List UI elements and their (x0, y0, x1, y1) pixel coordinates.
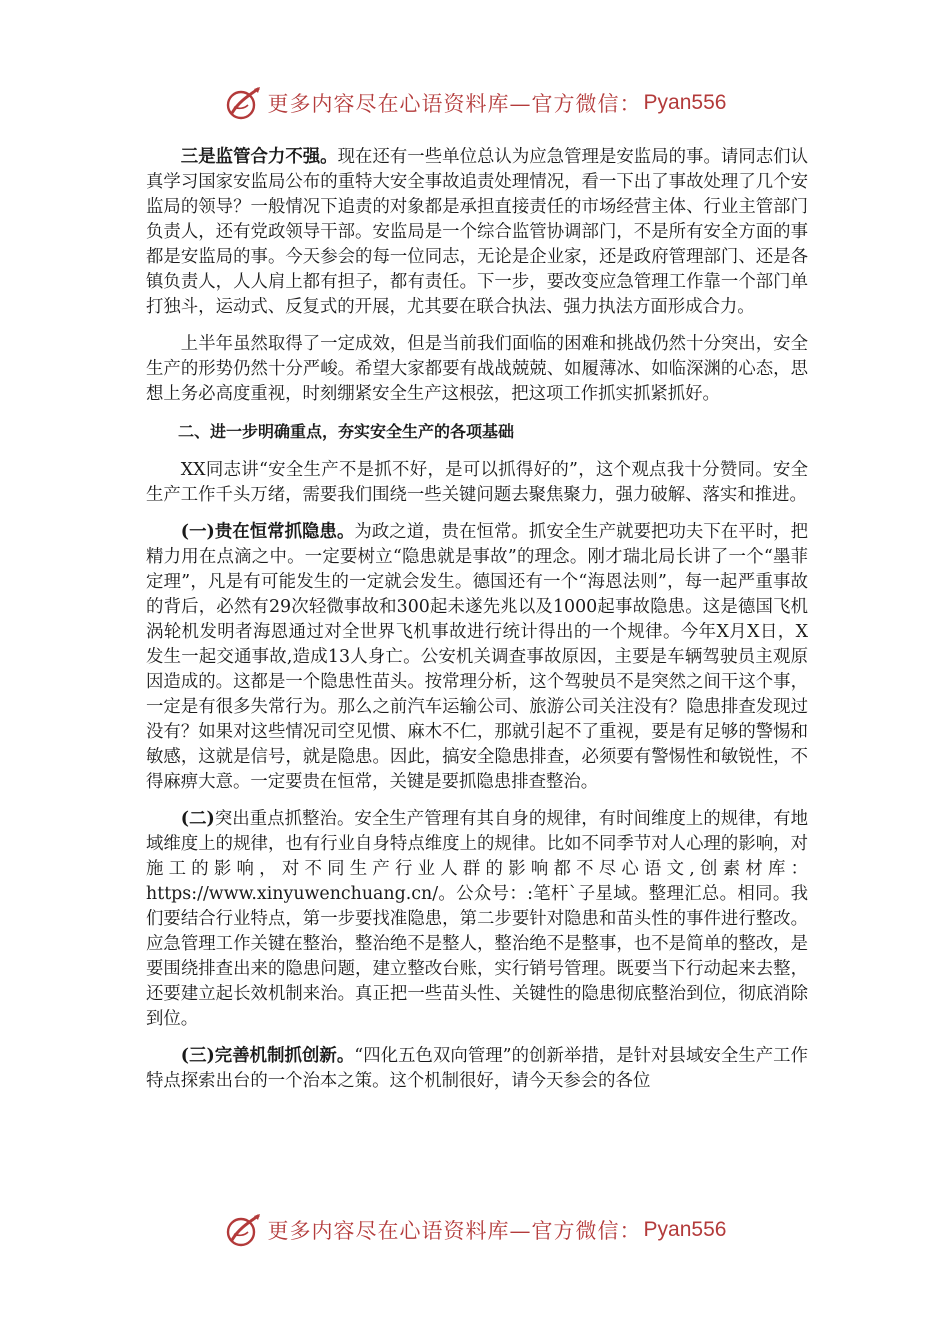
section-heading: 二、进一步明确重点，夯实安全生产的各项基础 (178, 422, 515, 441)
banner-text: 更多内容尽在心语资料库—官方微信： (267, 1219, 642, 1243)
paragraph-lead: (三)完善机制抓创新。 (180, 1046, 355, 1066)
paragraph-supervision (146, 145, 808, 320)
header-banner (0, 83, 950, 123)
paragraph-first-half-summary: 上半年虽然取得了一定成效，但是当前我们面临的困难和挑战仍然十分突出，安全生产的形势仍然十分严峻。希望大家都要有战战兢兢、如履薄冰、如临深渊的心态，思想上务必高度重视，时刻绷紧安全生产这根弦，把这项工作抓实抓紧抓好。 (146, 334, 808, 404)
paragraph-hazards (146, 520, 808, 795)
pen-swirl-logo-icon (224, 1210, 264, 1250)
banner-wechat-id: Pyan556 (643, 1218, 727, 1241)
paragraph-xx-quote: XX同志讲“安全生产不是抓不好，是可以抓得好的”，这个观点我十分赞同。安全生产工作千头万绪，需要我们围绕一些关键问题去聚焦聚力，强力破解、落实和推进。 (146, 460, 808, 505)
paragraph-lead: 三是监管合力不强。 (180, 147, 338, 167)
paragraph-text: 为政之道，贵在恒常。抓安全生产就要把功夫下在平时，把精力用在点滴之中。一定要树立“隐患就是事故”的理念。刚才瑞北局长讲了一个“墨菲定理”，凡是有可能发生的一定就会发生。德国还有一个“海恩法则”，每一起严重事故的背后，必然有29次轻微事故和300起未遂先兆以及1000起事故隐患。这是德国飞机涡轮机发明者海恩通过对全世界飞机事故进行统计得出的一个规律。今年X月X日，X发生一起交通事故,造成13人身亡。公安机关调查事故原因，主要是车辆驾驶员主观原因造成的。这都是一个隐患性苗头。按常理分析，这个驾驶员不是突然之间干这个事，一定是有很多失常行为。那么之前汽车运输公司、旅游公司关注没有？隐患排查发现过没有？如果对这些情况司空见惯、麻木不仁，那就引起不了重视，要是有足够的警惕和敏感，这就是信号，就是隐患。因此，搞安全隐患排查，必须要有警惕性和敏锐性，不得麻痹大意。一定要贵在恒常，关键是要抓隐患排查整治。 (146, 522, 808, 792)
banner-text: 更多内容尽在心语资料库—官方微信： (267, 92, 642, 116)
paragraph-lead: (一)贵在恒常抓隐患。 (180, 522, 355, 542)
paragraph-text: 突出重点抓整治。安全生产管理有其自身的规律，有时间维度上的规律，有地域维度上的规律，也有行业自身特点维度上的规律。比如不同季节对人心理的影响，对施工的影响，对不同生产行业人群的影响都不尽心语文,创素材库：https://www.xinyuwenchuang.cn/。公众号：:笔杆`子星域。整理汇总。相同。我们要结合行业特点，第一步要找准隐患，第二步要针对隐患和苗头性的事件进行整改。应急管理工作关键在整治，整治绝不是整人，整治绝不是整事，也不是简单的整改，是要围绕排查出来的隐患问题，建立整改台账，实行销号管理。既要当下行动起来去整，还要建立起长效机制来治。真正把一些苗头性、关键性的隐患彻底整治到位，彻底消除到位。 (146, 809, 808, 1029)
paragraph-text: 现在还有一些单位总认为应急管理是安监局的事。请同志们认真学习国家安监局公布的重特大安全事故追责处理情况，看一下出了事故处理了几个安监局的领导？一般情况下追责的对象都是承担直接责任的市场经营主体、行业主管部门负责人，还有党政领导干部。安监局是一个综合监管协调部门，不是所有安全方面的事都是安监局的事。今天参会的每一位同志，无论是企业家，还是政府管理部门、还是各镇负责人，人人肩上都有担子，都有责任。下一步，要改变应急管理工作靠一个部门单打独斗，运动式、反复式的开展，尤其要在联合执法、强力执法方面形成合力。 (146, 147, 808, 317)
paragraph-lead: (二) (180, 809, 215, 829)
banner-wechat-id: Pyan556 (643, 91, 727, 114)
paragraph-innovation (146, 1044, 808, 1094)
pen-swirl-logo-icon (224, 83, 264, 123)
document-body (146, 145, 808, 1106)
paragraph-rectification (146, 807, 808, 1032)
paragraph-text: “四化五色双向管理”的创新举措，是针对县域安全生产工作特点探索出台的一个治本之策。这个机制很好，请今天参会的各位 (146, 1046, 808, 1091)
footer-banner (0, 1210, 950, 1250)
